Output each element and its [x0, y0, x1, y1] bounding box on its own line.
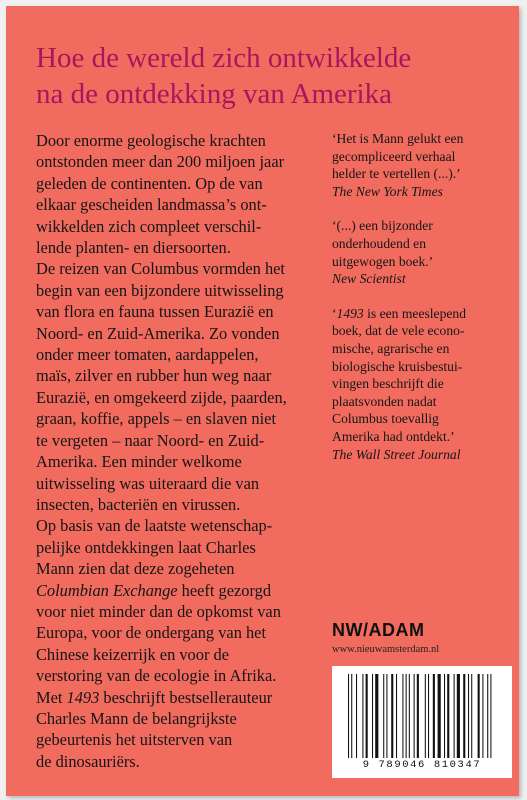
blurb-line	[36, 580, 318, 601]
barcode-bar	[463, 674, 465, 758]
barcode-bar	[468, 674, 469, 758]
barcode-bar	[428, 674, 429, 758]
quote-line: plaatsvonden nadat	[332, 393, 437, 409]
headline-line-2: na de ontdekking van Amerika	[36, 78, 392, 110]
blurb-line: Charles Mann de belangrijkste	[36, 708, 237, 728]
blurb-line-start: Met	[36, 687, 67, 707]
blurb-line: begin van een bijzondere uitwisseling	[36, 280, 284, 300]
barcode-bar	[375, 674, 378, 758]
quote-new-scientist	[332, 217, 512, 287]
barcode-bar	[396, 674, 397, 758]
blurb-line: voor niet minder dan de opkomst van	[36, 601, 281, 621]
blurb-line-rest: heeft gezorgd	[177, 580, 272, 600]
barcode-bar	[372, 674, 373, 758]
barcode-bar	[454, 674, 455, 758]
blurb-italic-title: 1493	[66, 687, 100, 707]
barcode-bar	[490, 674, 491, 758]
quote-line: Amerika had ontdekt.’	[332, 428, 455, 444]
barcode-bar	[482, 674, 483, 758]
blurb-italic-term: Columbian Exchange	[36, 580, 178, 600]
quote-source: New Scientist	[332, 271, 406, 287]
quote-line: vingen beschrijft die	[332, 376, 444, 392]
press-quotes	[332, 130, 512, 480]
blurb-line: Door enorme geologische krachten	[36, 131, 266, 150]
blurb-line: Mann zien dat deze zogeheten	[36, 559, 235, 579]
barcode-bar	[414, 674, 415, 758]
blurb-line: De reizen van Columbus vormden het	[36, 259, 285, 279]
quote-line: helder te vertellen (...).’	[332, 166, 461, 182]
blurb-line: pelijke ontdekkingen laat Charles	[36, 537, 256, 557]
barcode-bar	[386, 674, 387, 758]
quote-wsj	[332, 305, 512, 463]
blurb-line: insecten, bacteriën en virussen.	[36, 494, 241, 514]
isbn-number: 9 789046 810347	[362, 759, 482, 771]
quote-line: Columbus toevallig	[332, 411, 439, 427]
barcode-bar	[402, 674, 403, 758]
blurb-line: Op basis van de laatste wetenschap-	[36, 516, 273, 536]
barcode-bar	[457, 674, 460, 758]
barcode-bar	[444, 674, 445, 758]
quote-line: ‘(...) een bijzonder	[332, 218, 433, 234]
barcode-bar	[366, 674, 368, 758]
blurb-line: uitwisseling was uiteraard die van	[36, 473, 260, 493]
quote-line: mische, agrarische en	[332, 340, 450, 356]
quote-line: biologische kruisbestui-	[332, 358, 463, 374]
publisher-logo: NW/ADAM	[332, 620, 425, 640]
barcode-bar	[425, 674, 426, 758]
blurb-line: geleden de continenten. Op de van	[36, 173, 263, 193]
blurb-line: verstoring van de ecologie in Afrika.	[36, 666, 277, 686]
book-back-cover	[6, 6, 519, 796]
barcode-bar	[417, 674, 419, 758]
blurb-line: gebeurtenis het uitsterven van	[36, 730, 233, 750]
barcode-bar	[438, 674, 441, 758]
quote-italic-title: 1493	[336, 305, 364, 321]
quote-line: uitgewogen boek.’	[332, 253, 434, 269]
blurb-line	[36, 687, 318, 708]
blurb-line: Eurazië, en omgekeerd zijde, paarden,	[36, 387, 287, 407]
blurb-line: Chinese keizerrijk en voor de	[36, 644, 229, 664]
barcode-bar	[383, 674, 384, 758]
blurb-line: onder meer tomaten, aardappelen,	[36, 345, 259, 365]
barcode-bar	[433, 674, 435, 758]
headline	[36, 40, 506, 112]
barcode-bar	[406, 674, 407, 758]
blurb-line: lende planten- en diersoorten.	[36, 238, 231, 258]
quote-nyt	[332, 130, 512, 200]
barcode-bar	[487, 674, 488, 758]
blurb-line: wikkelden zich compleet verschil-	[36, 216, 262, 236]
blurb-line: te vergeten – naar Noord- en Zuid-	[36, 430, 265, 450]
blurb-line: elkaar gescheiden landmassa’s ont-	[36, 195, 267, 215]
barcode-bar	[471, 674, 472, 758]
blurb-text	[36, 130, 318, 772]
barcode-bar	[351, 674, 352, 758]
blurb-line: ontstonden meer dan 200 miljoen jaar	[36, 152, 285, 172]
barcode-bar	[409, 674, 410, 758]
barcode-bar	[348, 674, 349, 758]
barcode-bar	[356, 674, 357, 758]
barcode-bars	[346, 674, 498, 758]
blurb-line: de dinosauriërs.	[36, 751, 140, 771]
blurb-line-rest: beschrijft bestsellerauteur	[99, 687, 273, 707]
quote-line: gecompliceerd verhaal	[332, 148, 456, 164]
blurb-line: Noord- en Zuid-Amerika. Zo vonden	[36, 323, 280, 343]
barcode-bar	[447, 674, 449, 758]
quote-source: The New York Times	[332, 183, 443, 199]
blurb-line: graan, koffie, appels – en slaven niet	[36, 409, 277, 429]
quote-line-rest: is een meeslepend	[363, 305, 467, 321]
quote-line: boek, dat de vele econo-	[332, 323, 465, 339]
quote-line: onderhoudend en	[332, 235, 426, 251]
blurb-line: van flora en fauna tussen Eurazië en	[36, 302, 274, 322]
blurb-line: maïs, zilver en rubber hun weg naar	[36, 366, 272, 386]
blurb-line: Europa, voor de ondergang van het	[36, 623, 267, 643]
barcode-bar	[362, 674, 363, 758]
barcode-bar	[391, 674, 393, 758]
quote-source: The Wall Street Journal	[332, 446, 461, 462]
publisher-website: www.nieuwamsterdam.nl	[332, 644, 440, 655]
barcode-bar	[478, 674, 480, 758]
barcode	[332, 666, 512, 778]
quote-line: ‘1493 is een meeslepend	[332, 305, 467, 321]
headline-line-1: Hoe de wereld zich ontwikkelde	[36, 42, 412, 74]
quote-line: ‘Het is Mann gelukt een	[332, 131, 464, 146]
blurb-line: Amerika. Een minder welkome	[36, 452, 242, 472]
